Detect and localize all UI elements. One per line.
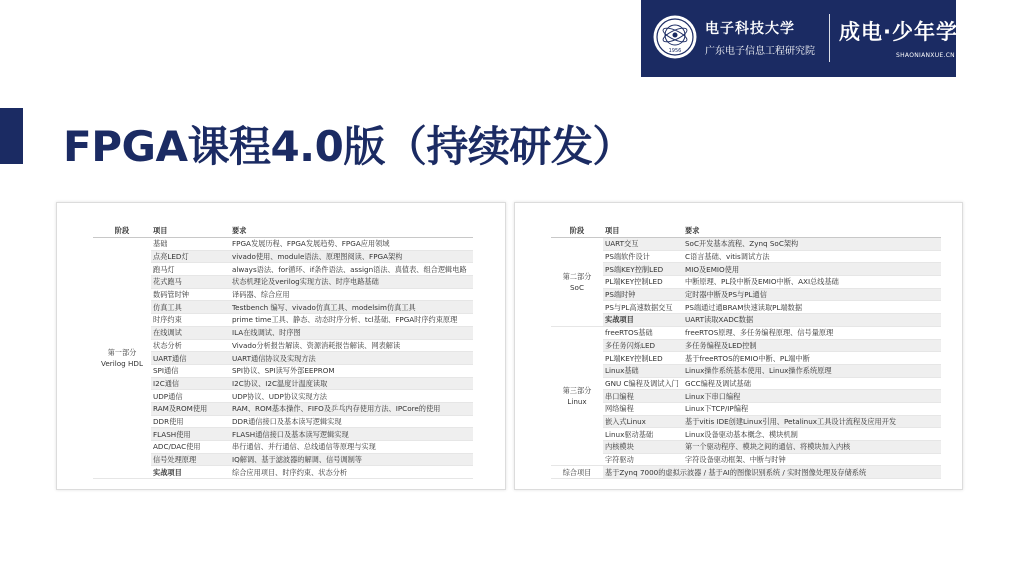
requirement-cell: IQ解调、基于滤波器的解调、信号调制等 xyxy=(230,453,473,466)
requirement-cell: DDR通信接口及基本读写逻辑实现 xyxy=(230,415,473,428)
requirement-cell: UART通信协议及实现方法 xyxy=(230,352,473,365)
item-cell: 嵌入式Linux xyxy=(603,415,683,428)
table-row xyxy=(551,301,941,314)
item-cell: 网络编程 xyxy=(603,402,683,415)
requirement-cell: 中断原理、PL段中断及EMIO中断、AXI总线基础 xyxy=(683,276,941,289)
item-cell: UART交互 xyxy=(603,238,683,251)
brand-name: 成电·少年学 xyxy=(839,20,958,44)
requirement-cell: 基于freeRTOS的EMIO中断、PL端中断 xyxy=(683,352,941,365)
requirement-cell: Linux设备驱动基本概念、模块机制 xyxy=(683,428,941,441)
institute-name: 广东电子信息工程研究院 xyxy=(705,46,815,57)
table-header-row xyxy=(93,224,473,238)
stage-cell: 第一部分 Verilog HDL xyxy=(93,238,151,479)
item-cell: Linux驱动基础 xyxy=(603,428,683,441)
requirement-cell: Vivado分析报告解读、资源消耗报告解读、网表解读 xyxy=(230,339,473,352)
item-cell: ADC/DAC使用 xyxy=(151,441,230,454)
item-cell: DDR使用 xyxy=(151,415,230,428)
table-row xyxy=(551,466,941,479)
item-cell: 时序约束 xyxy=(151,314,230,327)
table-row xyxy=(551,377,941,390)
requirement-cell: PS端通过通BRAM快速读取PL端数据 xyxy=(683,301,941,314)
requirement-cell: ILA在线调试、时序图 xyxy=(230,326,473,339)
header-stage: 阶段 xyxy=(93,224,151,238)
item-cell: 跑马灯 xyxy=(151,263,230,276)
requirement-cell: freeRTOS原理、多任务编程原理、信号量原理 xyxy=(683,326,941,339)
item-cell: PS端软件设计 xyxy=(603,250,683,263)
item-cell: RAM及ROM使用 xyxy=(151,402,230,415)
item-cell: PS与PL高速数据交互 xyxy=(603,301,683,314)
table-row xyxy=(551,250,941,263)
header-requirement: 要求 xyxy=(230,224,473,238)
requirement-cell: 综合应用项目、时序约束、状态分析 xyxy=(230,466,473,479)
item-cell: PS端KEY控制LED xyxy=(603,263,683,276)
requirement-cell: 基于vitis IDE创建Linux引用、Petalinux工具设计流程及应用开发 xyxy=(683,415,941,428)
requirement-cell: GCC编程及调试基础 xyxy=(683,377,941,390)
seal-year: 1956 xyxy=(668,48,682,54)
table-part-one xyxy=(93,224,473,479)
table-row xyxy=(551,364,941,377)
requirement-cell: vivado使用、module语法、原理图阅读、FPGA架构 xyxy=(230,250,473,263)
logo-banner xyxy=(641,0,956,77)
requirement-cell: Linux操作系统基本使用、Linux操作系统原理 xyxy=(683,364,941,377)
table-row xyxy=(551,288,941,301)
table-row xyxy=(551,339,941,352)
requirement-cell: FPGA发展历程、FPGA发展趋势、FPGA应用领域 xyxy=(230,238,473,251)
item-cell: 串口编程 xyxy=(603,390,683,403)
item-cell: freeRTOS基础 xyxy=(603,326,683,339)
table-row xyxy=(551,238,941,251)
table-row xyxy=(551,453,941,466)
item-cell: PL端KEY控制LED xyxy=(603,276,683,289)
item-cell: SPI通信 xyxy=(151,364,230,377)
stage-cell: 综合项目 xyxy=(551,466,603,479)
item-cell: 字符驱动 xyxy=(603,453,683,466)
banner-divider xyxy=(829,14,830,62)
table-part-two-three xyxy=(551,224,941,479)
requirement-cell: prime time工具、静态、动态时序分析、tcl基础、FPGA时序约束原理 xyxy=(230,314,473,327)
item-cell: 基础 xyxy=(151,238,230,251)
table-row xyxy=(551,415,941,428)
item-cell: 内核模块 xyxy=(603,441,683,454)
requirement-cell: 译码器、综合应用 xyxy=(230,288,473,301)
requirement-cell: 字符设备驱动框架、中断与时钟 xyxy=(683,453,941,466)
item-cell: 多任务闪烁LED xyxy=(603,339,683,352)
requirement-cell: SPI协议、SPI读写外部EEPROM xyxy=(230,364,473,377)
title-accent-bar xyxy=(0,108,23,164)
item-cell: Linux基础 xyxy=(603,364,683,377)
requirement-cell: UDP协议、UDP协议实现方法 xyxy=(230,390,473,403)
item-cell: 在线调试 xyxy=(151,326,230,339)
header-stage: 阶段 xyxy=(551,224,603,238)
brand-website: SHAONIANXUE.CN xyxy=(896,52,955,59)
requirement-cell: 串行通信、并行通信、总线通信等原理与实现 xyxy=(230,441,473,454)
item-cell: FLASH使用 xyxy=(151,428,230,441)
requirement-cell: always语法、for循环、if条件语法、assign语法、真值表、组合逻辑电路 xyxy=(230,263,473,276)
item-cell: 数码管时钟 xyxy=(151,288,230,301)
item-cell: 状态分析 xyxy=(151,339,230,352)
requirement-cell: 第一个驱动程序、模块之间的通信、将模块加入内核 xyxy=(683,441,941,454)
table-row xyxy=(551,314,941,327)
stage-cell: 第三部分 Linux xyxy=(551,326,603,466)
item-cell: UDP通信 xyxy=(151,390,230,403)
requirement-cell: MIO及EMIO使用 xyxy=(683,263,941,276)
item-cell: GNU C编程及调试入门 xyxy=(603,377,683,390)
requirement-cell: 多任务编程及LED控制 xyxy=(683,339,941,352)
university-name: 电子科技大学 xyxy=(705,21,795,37)
item-cell: 实战项目 xyxy=(603,314,683,327)
course-table-right xyxy=(514,202,963,490)
item-cell: UART通信 xyxy=(151,352,230,365)
table-row xyxy=(551,402,941,415)
table-row xyxy=(551,428,941,441)
course-table-left xyxy=(56,202,506,490)
requirement-cell: SoC开发基本流程、Zynq SoC架构 xyxy=(683,238,941,251)
table-row xyxy=(551,441,941,454)
requirement-cell: 定时器中断及PS与PL通信 xyxy=(683,288,941,301)
stage-cell: 第二部分 SoC xyxy=(551,238,603,327)
requirement-cell: Linux下串口编程 xyxy=(683,390,941,403)
item-cell: PL端KEY控制LED xyxy=(603,352,683,365)
table-row xyxy=(551,263,941,276)
page-title: FPGA课程4.0版（持续研发） xyxy=(63,122,634,171)
requirement-cell: FLASH通信接口及基本读写逻辑实现 xyxy=(230,428,473,441)
header-item: 项目 xyxy=(603,224,683,238)
item-cell: 基于Zynq 7000的虚拟示波器 / 基于AI的图像识别系统 / 实时图像处理及存储系统 xyxy=(603,466,941,479)
requirement-cell: C语言基础、vitis调试方法 xyxy=(683,250,941,263)
item-cell: 花式跑马 xyxy=(151,276,230,289)
table-row xyxy=(93,238,473,251)
header-item: 项目 xyxy=(151,224,230,238)
requirement-cell: UART读取XADC数据 xyxy=(683,314,941,327)
item-cell: 仿真工具 xyxy=(151,301,230,314)
university-seal-icon xyxy=(652,14,698,60)
table-row xyxy=(551,326,941,339)
requirement-cell: I2C协议、I2C温度计温度读取 xyxy=(230,377,473,390)
requirement-cell: RAM、ROM基本操作、FIFO及乒乓内存使用方法、IPCore的使用 xyxy=(230,402,473,415)
table-row xyxy=(551,352,941,365)
table-row xyxy=(551,276,941,289)
item-cell: 点亮LED灯 xyxy=(151,250,230,263)
requirement-cell: Linux下TCP/IP编程 xyxy=(683,402,941,415)
item-cell: PS端时钟 xyxy=(603,288,683,301)
table-header-row xyxy=(551,224,941,238)
item-cell: I2C通信 xyxy=(151,377,230,390)
requirement-cell: 状态机理论及verilog实现方法、时序电路基础 xyxy=(230,276,473,289)
header-requirement: 要求 xyxy=(683,224,941,238)
item-cell: 信号处理原理 xyxy=(151,453,230,466)
item-cell: 实战项目 xyxy=(151,466,230,479)
requirement-cell: Testbench 编写、vivado仿真工具、modelsim仿真工具 xyxy=(230,301,473,314)
table-row xyxy=(551,390,941,403)
